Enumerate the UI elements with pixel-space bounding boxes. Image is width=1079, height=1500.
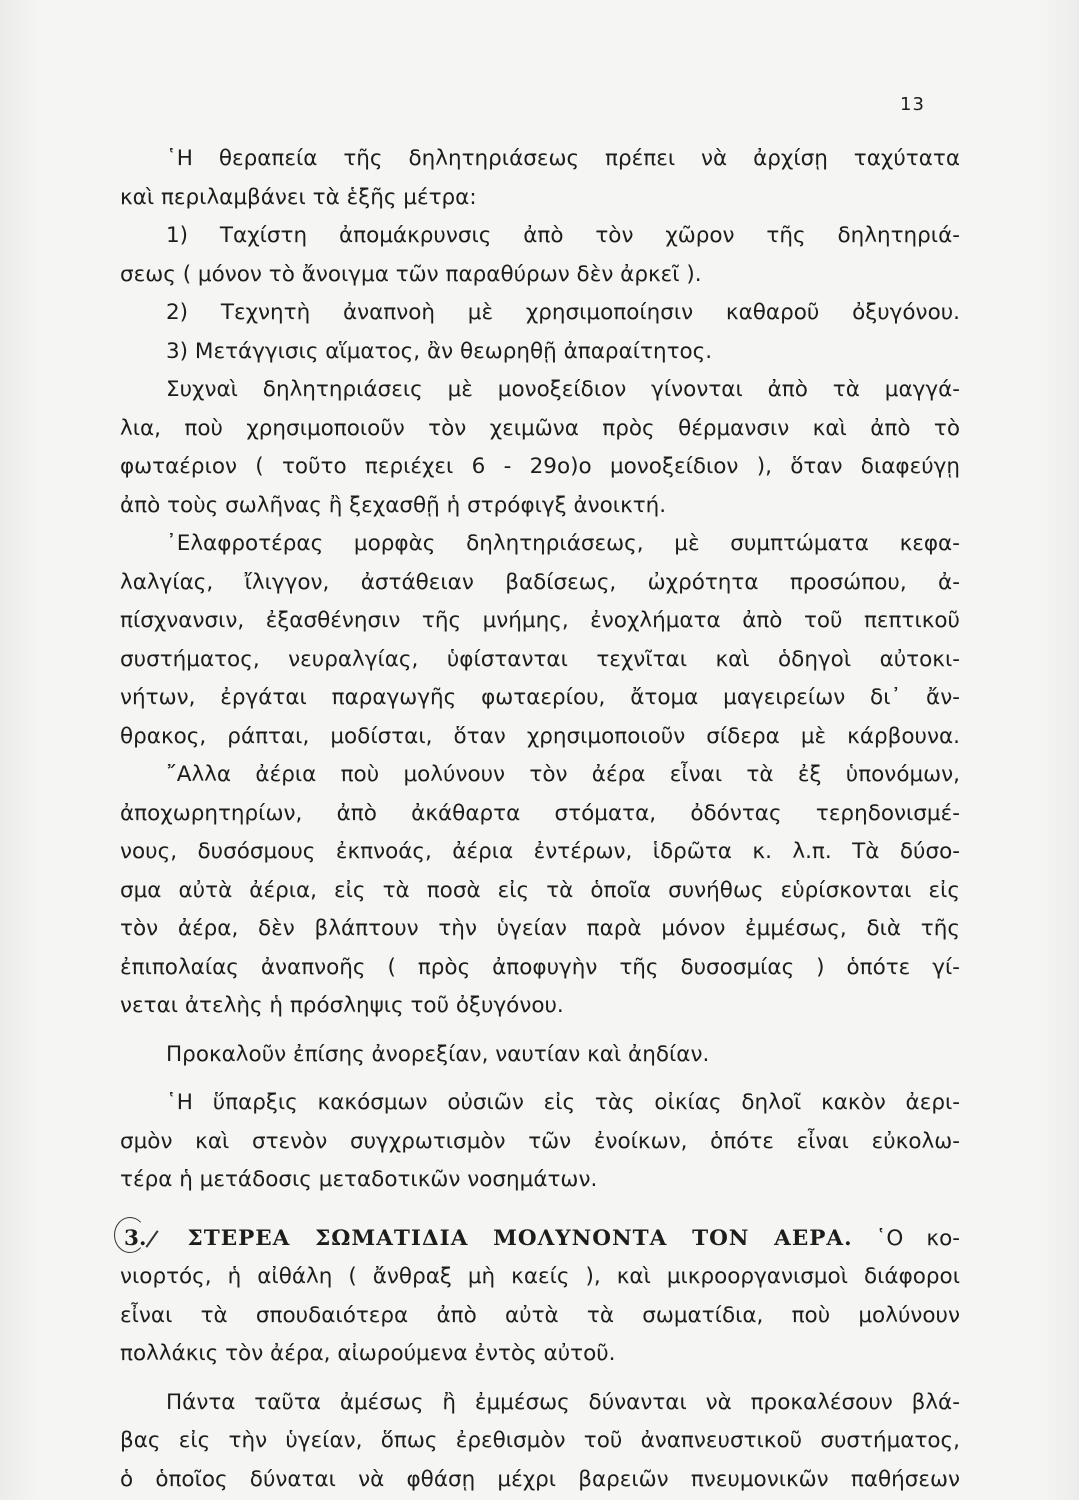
paragraph-line: Συχναὶ δηλητηριάσεις μὲ μονοξείδιον γίνονται ἀπὸ τὰ μαγγά- bbox=[166, 377, 960, 402]
paragraph-line: νιορτός, ἡ αἰθάλη ( ἄνθραξ μὴ καείς ), καὶ μικροοργανισμοὶ διάφοροι bbox=[120, 1264, 960, 1289]
paragraph-line: νους, δυσόσμους ἐκπνοάς, ἀέρια ἐντέρων, ἱδρῶτα κ. λ.π. Τὰ δύσο- bbox=[120, 839, 960, 864]
section-first-line-rest: ῾Ο κο- bbox=[875, 1225, 960, 1251]
paragraph-gap bbox=[120, 1026, 960, 1036]
paragraph-line: πίσχνανσιν, ἐξασθένησιν τῆς μνήμης, ἐνοχλήματα ἀπὸ τοῦ πεπτικοῦ bbox=[120, 608, 960, 633]
paragraph-line: ὁ ὁποῖος δύναται νὰ φθάσῃ μέχρι βαρειῶν πνευμονικῶν παθήσεων bbox=[120, 1466, 960, 1492]
paragraph-line: ῾Η θεραπεία τῆς δηλητηριάσεως πρέπει νὰ ἀρχίσῃ ταχύτατα bbox=[166, 146, 960, 171]
paragraph-line: ῎Αλλα ἀέρια ποὺ μολύνουν τὸν ἀέρα εἶναι τὰ ἐξ ὑπονόμων, bbox=[166, 762, 960, 787]
list-item-line: 2) Τεχνητὴ ἀναπνοὴ μὲ χρησιμοποίησιν καθαροῦ ὀξυγόνου. bbox=[166, 300, 960, 325]
paragraph-line: σμὸν καὶ στενὸν συγχρωτισμὸν τῶν ἐνοίκων, ὁπότε εἶναι εὐκολω- bbox=[120, 1128, 960, 1154]
paragraph-gap bbox=[120, 1374, 960, 1384]
paragraph-line: Πάντα ταῦτα ἀμέσως ἢ ἐμμέσως δύνανται νὰ προκαλέσουν βλά- bbox=[166, 1389, 960, 1415]
paragraph-line: τὸν ἀέρα, δὲν βλάπτουν τὴν ὑγείαν παρὰ μόνον ἐμμέσως, διὰ τῆς bbox=[120, 916, 960, 941]
page-number: 13 bbox=[900, 94, 925, 115]
paragraph-gap bbox=[120, 1074, 960, 1084]
paragraph-line: πολλάκις τὸν ἀέρα, αἰωρούμενα ἐντὸς αὐτοῦ. bbox=[120, 1341, 616, 1366]
paragraph-line: ἐπιπολαίας ἀναπνοῆς ( πρὸς ἀποφυγὴν τῆς δυσοσμίας ) ὁπότε γί- bbox=[120, 954, 960, 980]
paragraph-line: ἀποχωρητηρίων, ἀπὸ ἀκάθαρτα στόματα, ὀδόντας τερηδονισμέ- bbox=[120, 800, 960, 826]
paragraph-line: εἶναι τὰ σπουδαιότερα ἀπὸ αὐτὰ τὰ σωματίδια, ποὺ μολύνουν bbox=[120, 1302, 960, 1328]
paragraph-line: φωταέριον ( τοῦτο περιέχει 6 - 29ο)ο μονοξείδιον ), ὅταν διαφεύγῃ bbox=[120, 454, 960, 479]
page-body-text bbox=[120, 140, 960, 1499]
list-item-line: 1) Ταχίστη ἀπομάκρυνσις ἀπὸ τὸν χῶρον τῆς δηλητηριά- bbox=[166, 223, 960, 248]
paragraph-line: Προκαλοῦν ἐπίσης ἀνορεξίαν, ναυτίαν καὶ ἀηδίαν. bbox=[166, 1041, 710, 1067]
paragraph-line: καὶ περιλαμβάνει τὰ ἑξῆς μέτρα: bbox=[120, 184, 477, 210]
paragraph-line: λια, ποὺ χρησιμοποιοῦν τὸν χειμῶνα πρὸς θέρμανσιν καὶ ἀπὸ τὸ bbox=[120, 415, 960, 441]
paragraph-line: θρακος, ράπται, μοδίσται, ὅταν χρησιμοποιοῦν σίδερα μὲ κάρβουνα. bbox=[120, 723, 960, 749]
paragraph-line: βας εἰς τὴν ὑγείαν, ὅπως ἐρεθισμὸν τοῦ ἀναπνευστικοῦ συστήματος, bbox=[120, 1428, 960, 1453]
paragraph-line: ἀπὸ τοὺς σωλῆνας ἢ ξεχασθῇ ἡ στρόφιγξ ἀνοικτή. bbox=[120, 492, 667, 518]
list-item-line: σεως ( μόνον τὸ ἄνοιγμα τῶν παραθύρων δὲν ἀρκεῖ ). bbox=[120, 261, 702, 287]
section-number-circled: 3. bbox=[120, 1220, 150, 1259]
paragraph-line: τέρα ἡ μετάδοσις μεταδοτικῶν νοσημάτων. bbox=[120, 1167, 598, 1192]
section-title: ΣΤΕΡΕΑ ΣΩΜΑΤΙΔΙΑ ΜΟΛΥΝΟΝΤΑ ΤΟΝ ΑΕΡΑ. bbox=[187, 1225, 853, 1251]
paragraph-line: νήτων, ἐργάται παραγωγῆς φωταερίου, ἄτομα μαγειρείων δι᾽ ἄν- bbox=[120, 685, 960, 710]
paragraph-line: λαλγίας, ἴλιγγον, ἀστάθειαν βαδίσεως, ὠχρότητα προσώπου, ἀ- bbox=[120, 569, 960, 595]
paragraph-line: νεται ἀτελὴς ἡ πρόσληψις τοῦ ὀξυγόνου. bbox=[120, 993, 564, 1018]
paragraph-line: σμα αὐτὰ ἀέρια, εἰς τὰ ποσὰ εἰς τὰ ὁποῖα συνήθως εὑρίσκονται εἰς bbox=[120, 877, 960, 903]
paragraph-line: συστήματος, νευραλγίας, ὑφίστανται τεχνῖται καὶ ὁδηγοὶ αὐτοκι- bbox=[120, 646, 960, 672]
section-heading-line bbox=[120, 1220, 960, 1259]
section-gap bbox=[120, 1200, 960, 1220]
list-item-line: 3) Μετάγγισις αἵματος, ἂν θεωρηθῇ ἀπαραίτητος. bbox=[166, 338, 713, 364]
paragraph-line: ῾Η ὕπαρξις κακόσμων οὐσιῶν εἰς τὰς οἰκίας δηλοῖ κακὸν ἀερι- bbox=[166, 1090, 960, 1115]
paragraph-line: ᾿Ελαφροτέρας μορφὰς δηλητηριάσεως, μὲ συμπτώματα κεφα- bbox=[166, 531, 960, 556]
